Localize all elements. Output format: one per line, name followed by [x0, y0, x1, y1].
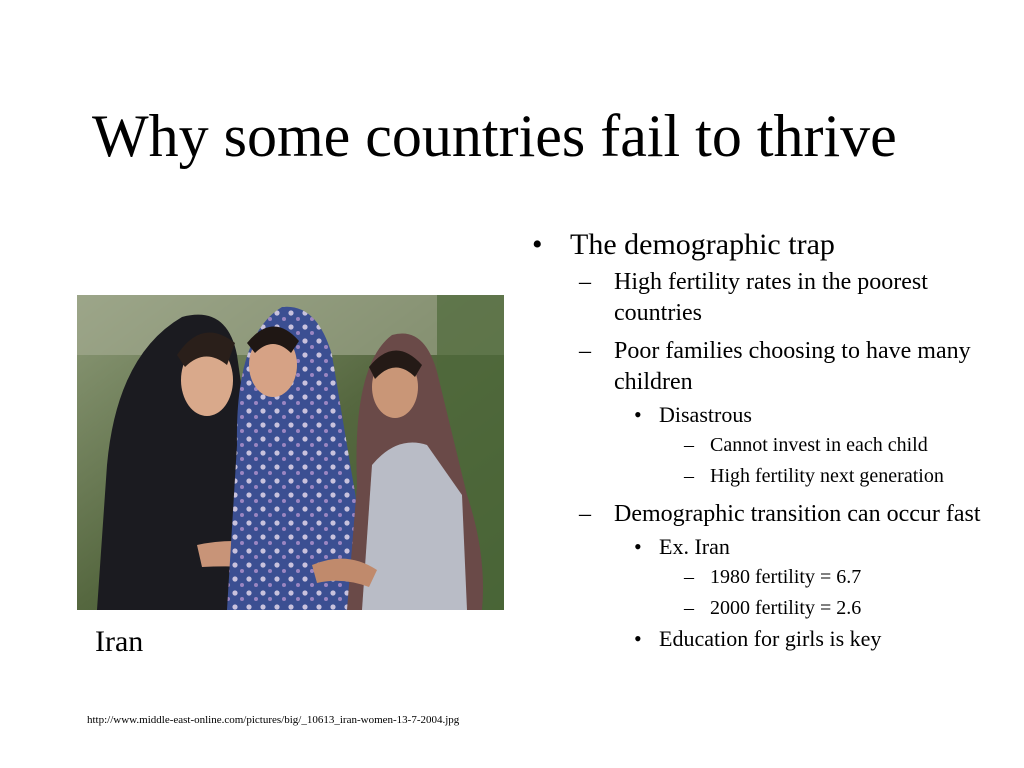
sub-bullet-poor-families [579, 336, 1002, 398]
bullet-text: Cannot invest in each child [710, 434, 928, 456]
dash-marker: – [684, 465, 694, 487]
slide-title: Why some countries fail to thrive [92, 103, 897, 169]
bullet-text: The demographic trap [570, 228, 835, 261]
dash-marker: – [684, 597, 694, 619]
bullet-marker: • [532, 228, 543, 261]
bullet-text: 1980 fertility = 6.7 [710, 566, 862, 588]
dash-marker: – [579, 269, 591, 295]
bullet-text: Education for girls is key [659, 626, 882, 651]
bullet-marker: • [634, 626, 642, 651]
bullet-marker: • [634, 534, 642, 559]
sub-sub-bullet-education [634, 624, 1002, 654]
dash-marker: – [579, 338, 591, 364]
sub-bullet-high-fertility [579, 267, 1002, 329]
sub-bullet-demographic-transition [579, 499, 1002, 530]
photo-illustration [77, 295, 504, 610]
dash-marker: – [684, 434, 694, 456]
bullet-marker: • [634, 402, 642, 427]
bullet-text: Poor families choosing to have many children [614, 338, 971, 395]
bullet-text: Demographic transition can occur fast [614, 501, 981, 527]
bullet-list [532, 225, 1002, 654]
image-source-url: http://www.middle-east-online.com/pictures/big/_10613_iran-women-13-7-2004.jpg [87, 714, 460, 726]
photo-caption: Iran [95, 625, 144, 658]
sub-sub-bullet-disastrous [634, 400, 1002, 430]
detail-2000-fertility [684, 593, 1002, 624]
photo-iran-women [77, 295, 504, 610]
bullet-demographic-trap [532, 225, 1002, 265]
bullet-text: High fertility rates in the poorest countries [614, 269, 928, 326]
dash-marker: – [579, 501, 591, 527]
detail-cannot-invest [684, 430, 1002, 461]
dash-marker: – [684, 566, 694, 588]
sub-sub-bullet-ex-iran [634, 532, 1002, 562]
detail-high-fertility-next [684, 461, 1002, 492]
detail-1980-fertility [684, 562, 1002, 593]
bullet-text: Ex. Iran [659, 534, 730, 559]
bullet-text: 2000 fertility = 2.6 [710, 597, 862, 619]
bullet-text: High fertility next generation [710, 465, 944, 487]
bullet-text: Disastrous [659, 402, 752, 427]
